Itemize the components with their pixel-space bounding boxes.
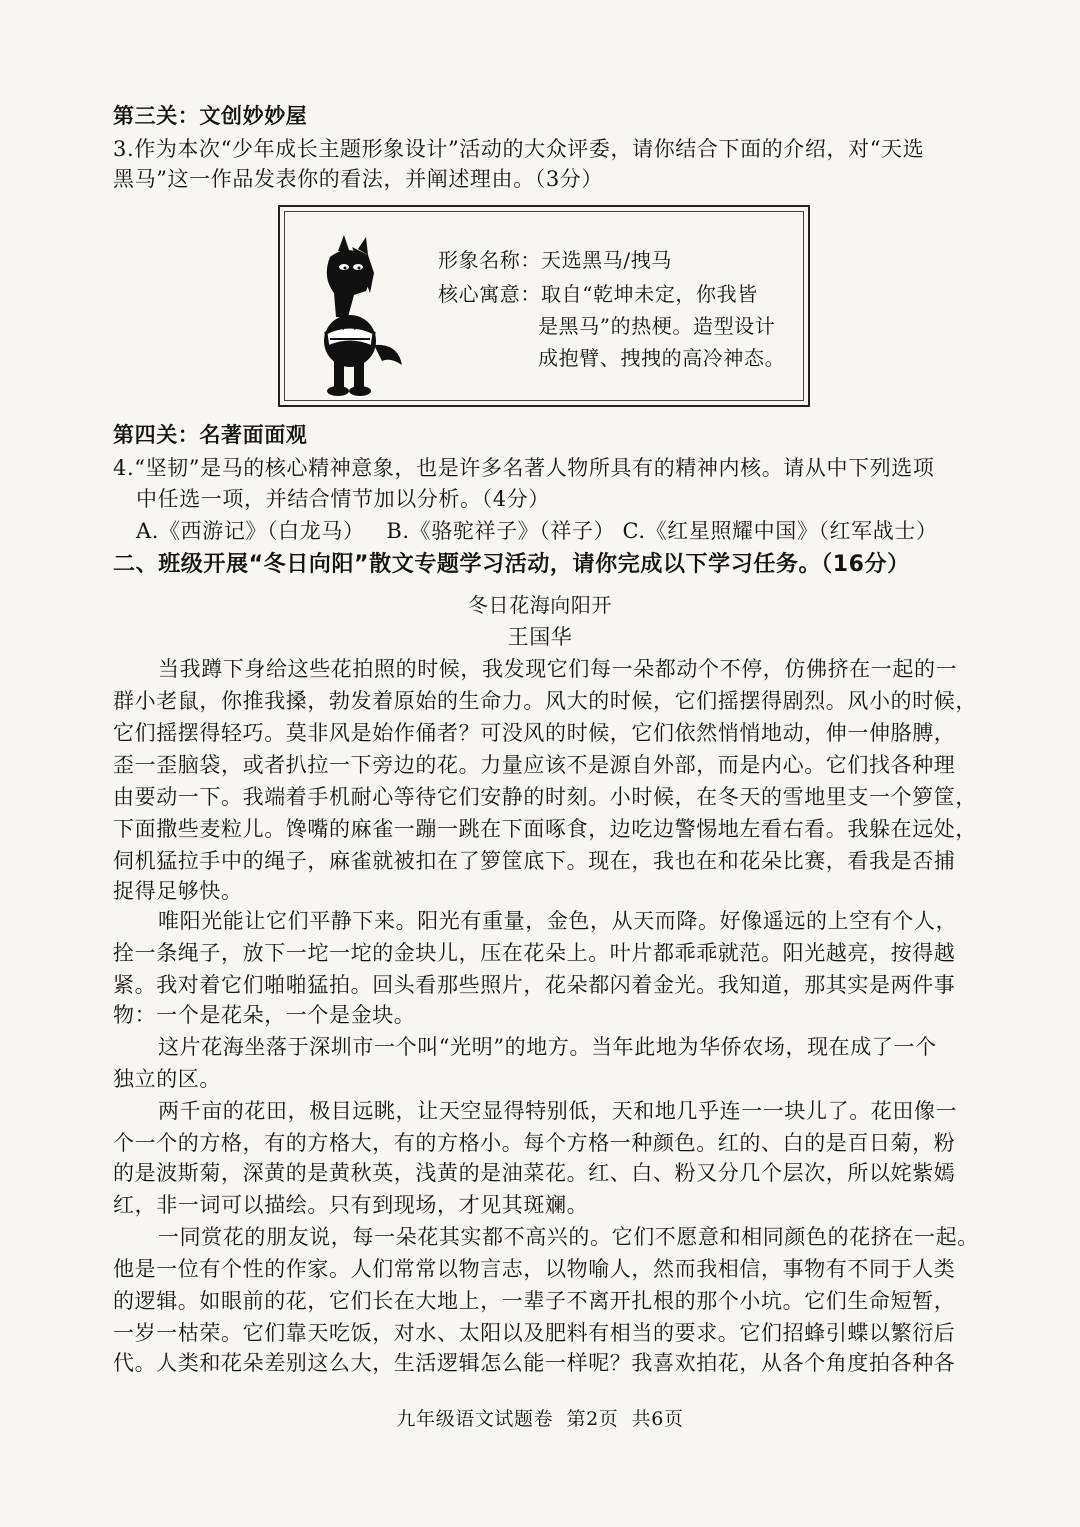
essay-line: 代。人类和花朵差别这么大，生活逻辑怎么能一样呢？我喜欢拍花，从各个角度拍各种各	[113, 1351, 956, 1375]
question3-line2: 黑马”这一作品发表你的看法，并阐述理由。（3分）	[113, 167, 603, 191]
question4-line1: 4.“坚韧”是马的核心精神意象，也是许多名著人物所具有的精神内核。请从中下列选项	[113, 456, 935, 480]
essay-line: 的逻辑。如眼前的花，它们长在大地上，一辈子不离开扎根的那个小坑。它们生命短暂，	[113, 1289, 956, 1313]
essay-line: 这片花海坐落于深圳市一个叫“光明”的地方。当年此地为华侨农场，现在成了一个	[158, 1035, 937, 1059]
mascot-meaning-line2: 是黑马”的热梗。造型设计	[538, 314, 776, 338]
essay-line: 它们摇摆得轻巧。莫非风是始作俑者？可没风的时候，它们依然悄悄地动，伸一伸胳膊，	[113, 721, 956, 745]
mascot-meaning-line1: 核心寓意：取自“乾坤未定，你我皆	[438, 282, 758, 306]
question4-options: A.《西游记》（白龙马） B.《骆驼祥子》（祥子） C.《红星照耀中国》（红军战士）	[136, 519, 938, 543]
essay-line: 伺机猛拉手中的绳子，麻雀就被扣在了箩筐底下。现在，我也在和花朵比赛，看我是否捕	[113, 849, 956, 873]
essay-line: 紧。我对着它们啪啪猛拍。回头看那些照片，花朵都闪着金光。我知道，那其实是两件事	[113, 973, 956, 997]
essay-line: 两千亩的花田，极目远眺，让天空显得特别低，天和地几乎连一一块儿了。花田像一	[158, 1099, 958, 1123]
essay-author: 王国华	[507, 625, 573, 649]
essay-line: 一岁一枯荣。它们靠天吃饭，对水、太阳以及肥料有相当的要求。它们招蜂引蝶以繁衍后	[113, 1321, 956, 1345]
essay-line: 捉得足够快。	[113, 879, 243, 903]
section3-heading: 第三关：文创妙妙屋	[113, 104, 308, 128]
essay-title: 冬日花海向阳开	[467, 593, 613, 617]
section4-heading: 第四关：名著面面观	[113, 423, 308, 447]
essay-line: 当我蹲下身给这些花拍照的时候，我发现它们每一朵都动个不停，仿佛挤在一起的一	[158, 657, 958, 681]
essay-line: 物：一个是花朵，一个是金块。	[113, 1003, 416, 1027]
mascot-meaning-line3: 成抱臂、拽拽的高冷神态。	[538, 346, 786, 370]
essay-line: 由要动一下。我端着手机耐心等待它们安静的时刻。小时候，在冬天的雪地里支一个箩筐，	[113, 785, 977, 809]
essay-line: 个一个的方格，有的方格大，有的方格小。每个方格一种颜色。红的、白的是百日菊，粉	[113, 1131, 956, 1155]
essay-line: 拴一条绳子，放下一坨一坨的金块儿，压在花朵上。叶片都乖乖就范。阳光越亮，按得越	[113, 941, 956, 965]
question3-line1: 3.作为本次“少年成长主题形象设计”活动的大众评委，请你结合下面的介绍，对“天选	[113, 137, 925, 161]
question4-line2: 中任选一项，并结合情节加以分析。（4分）	[136, 487, 550, 511]
essay-line: 的是波斯菊，深黄的是黄秋英，浅黄的是油菜花。红、白、粉又分几个层次，所以姹紫嫣	[113, 1161, 956, 1185]
essay-line: 红，非一词可以描绘。只有到现场，才见其斑斓。	[113, 1193, 589, 1217]
mascot-intro-box	[278, 205, 810, 407]
black-horse-mascot-icon	[308, 233, 408, 398]
essay-line: 下面撒些麦粒儿。馋嘴的麻雀一蹦一跳在下面啄食，边吃边警惕地左看右看。我躲在远处，	[113, 817, 977, 841]
essay-line: 他是一位有个性的作家。人们常常以物言志，以物喻人，然而我相信，事物有不同于人类	[113, 1257, 956, 1281]
mascot-name: 形象名称：天选黑马/拽马	[438, 248, 672, 272]
essay-line: 群小老鼠，你推我搡，勃发着原始的生命力。风大的时候，它们摇摆得剧烈。风小的时候，	[113, 689, 977, 713]
essay-line: 独立的区。	[113, 1067, 221, 1091]
essay-line: 一同赏花的朋友说，每一朵花其实都不高兴的。它们不愿意和相同颜色的花挤在一起。	[158, 1225, 979, 1249]
part2-heading: 二、班级开展“冬日向阳”散文专题学习活动，请你完成以下学习任务。（16分）	[113, 552, 910, 577]
page-footer: 九年级语文试题卷 第2页 共6页	[396, 1408, 684, 1430]
essay-line: 唯阳光能让它们平静下来。阳光有重量，金色，从天而降。好像遥远的上空有个人，	[158, 909, 958, 933]
essay-line: 歪一歪脑袋，或者扒拉一下旁边的花。力量应该不是源自外部，而是内心。它们找各种理	[113, 753, 956, 777]
